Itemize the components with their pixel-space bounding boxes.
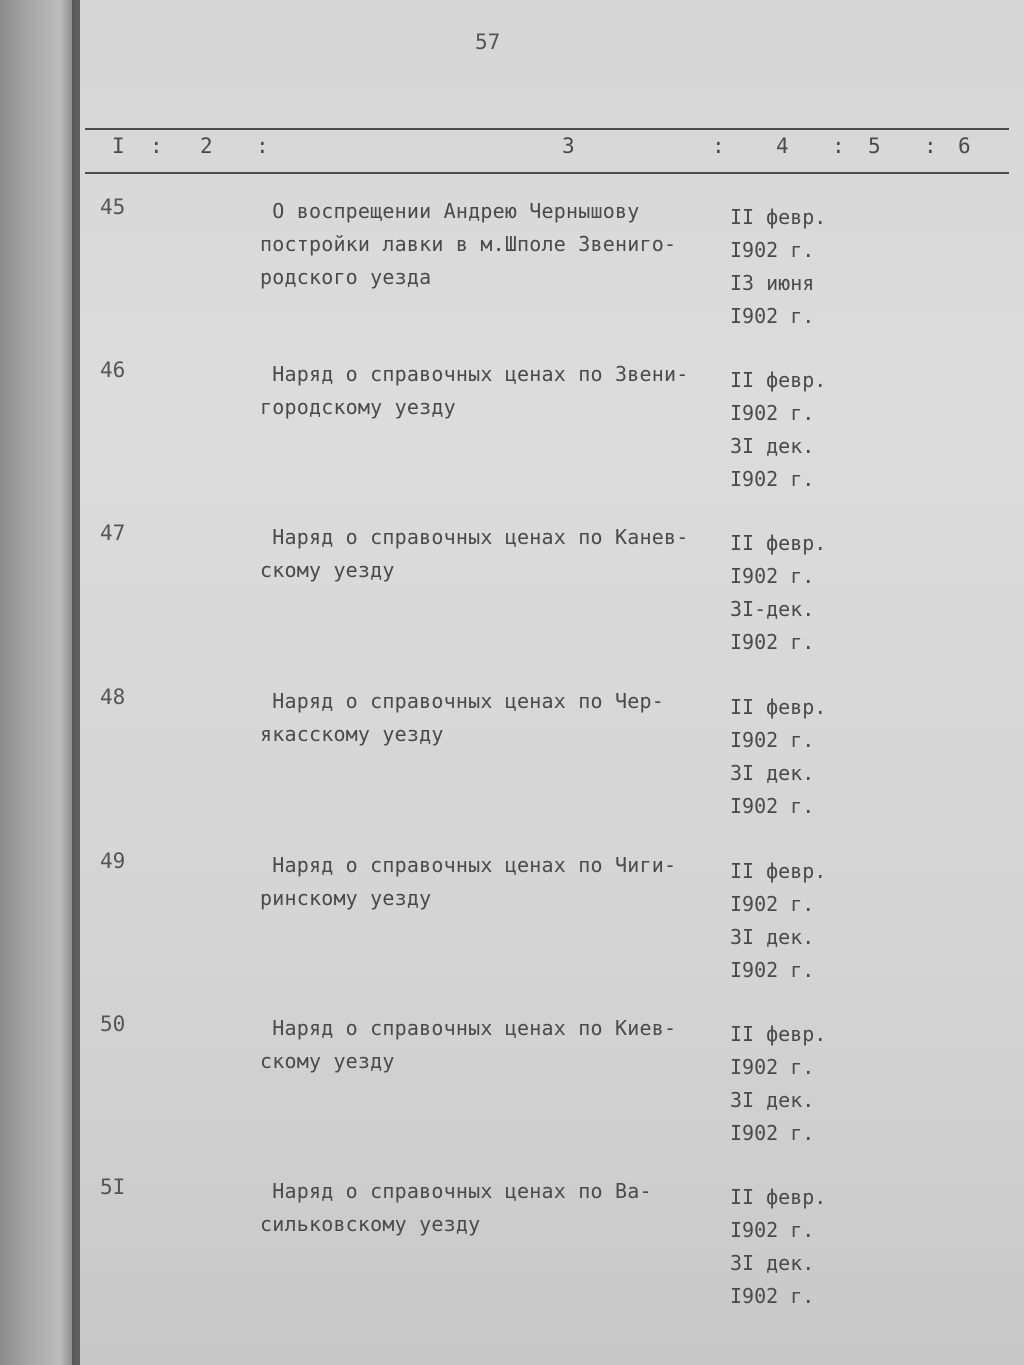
- entry-number: 49: [100, 849, 126, 873]
- entry-title-line: постройки лавки в м.Шполе Звениго-: [260, 232, 677, 256]
- page-number: 57: [475, 30, 501, 54]
- end-date-year: I902 г.: [730, 630, 815, 654]
- start-date-year: I902 г.: [730, 564, 815, 588]
- entry-title: [260, 1175, 730, 1241]
- entry-dates: [730, 855, 826, 987]
- register-entry: [80, 195, 1024, 335]
- entry-number: 48: [100, 685, 126, 709]
- end-date-day: 3I-дек.: [730, 597, 815, 621]
- end-date-day: 3I дек.: [730, 761, 815, 785]
- column-separator: :: [256, 134, 269, 158]
- end-date-year: I902 г.: [730, 304, 815, 328]
- column-header-6: 6: [958, 134, 971, 158]
- start-date-year: I902 г.: [730, 892, 815, 916]
- register-entry: [80, 1012, 1024, 1152]
- register-entry: [80, 358, 1024, 498]
- document-page: [80, 0, 1024, 1365]
- header-rule-bottom: [85, 172, 1009, 174]
- entry-dates: [730, 1181, 826, 1313]
- header-rule-top: [85, 128, 1009, 130]
- end-date-year: I902 г.: [730, 1284, 815, 1308]
- start-date-day: II февр.: [730, 695, 827, 719]
- entry-title-line: ринскому уезду: [260, 886, 432, 910]
- register-entry: [80, 521, 1024, 661]
- entry-title: [260, 849, 730, 915]
- entry-number: 5I: [100, 1175, 126, 1199]
- entry-title-line: Наряд о справочных ценах по Чиги-: [260, 853, 677, 877]
- entry-title-line: якасскому уезду: [260, 722, 444, 746]
- start-date-year: I902 г.: [730, 1218, 815, 1242]
- entry-dates: [730, 691, 826, 823]
- entry-title-line: О воспрещении Андрею Чернышову: [260, 199, 640, 223]
- start-date-year: I902 г.: [730, 238, 815, 262]
- register-entry: [80, 1175, 1024, 1315]
- column-header-2: 2: [200, 134, 213, 158]
- start-date-day: II февр.: [730, 1185, 827, 1209]
- start-date-day: II февр.: [730, 368, 827, 392]
- start-date-year: I902 г.: [730, 1055, 815, 1079]
- entry-number: 45: [100, 195, 126, 219]
- entry-title-line: Наряд о справочных ценах по Звени-: [260, 362, 689, 386]
- end-date-day: 3I дек.: [730, 1088, 815, 1112]
- entry-number: 50: [100, 1012, 126, 1036]
- entry-title-line: Наряд о справочных ценах по Канев-: [260, 525, 689, 549]
- entry-title: [260, 195, 730, 294]
- end-date-day: 3I дек.: [730, 434, 815, 458]
- start-date-year: I902 г.: [730, 728, 815, 752]
- end-date-day: 3I дек.: [730, 925, 815, 949]
- column-header-5: 5: [868, 134, 881, 158]
- column-header-1: I: [112, 134, 125, 158]
- start-date-day: II февр.: [730, 1022, 827, 1046]
- column-header-3: 3: [562, 134, 575, 158]
- start-date-day: II февр.: [730, 205, 827, 229]
- entry-title: [260, 358, 730, 424]
- register-entry: [80, 849, 1024, 989]
- entry-title-line: Наряд о справочных ценах по Киев-: [260, 1016, 677, 1040]
- entry-dates: [730, 201, 826, 333]
- column-header-4: 4: [776, 134, 789, 158]
- entry-number: 47: [100, 521, 126, 545]
- entry-title-line: Наряд о справочных ценах по Ва-: [260, 1179, 652, 1203]
- entry-number: 46: [100, 358, 126, 382]
- column-separator: :: [150, 134, 163, 158]
- entry-dates: [730, 364, 826, 496]
- entry-title: [260, 1012, 730, 1078]
- entry-dates: [730, 1018, 826, 1150]
- entry-title: [260, 521, 730, 587]
- binding-edge: [0, 0, 80, 1365]
- entry-title-line: скому уезду: [260, 558, 395, 582]
- entry-title: [260, 685, 730, 751]
- entry-title-line: родского уезда: [260, 265, 432, 289]
- end-date-year: I902 г.: [730, 958, 815, 982]
- entry-title-line: городскому уезду: [260, 395, 456, 419]
- entry-title-line: Наряд о справочных ценах по Чер-: [260, 689, 664, 713]
- end-date-year: I902 г.: [730, 467, 815, 491]
- end-date-day: 3I дек.: [730, 1251, 815, 1275]
- start-date-day: II февр.: [730, 531, 827, 555]
- column-separator: :: [924, 134, 937, 158]
- start-date-day: II февр.: [730, 859, 827, 883]
- entry-title-line: скому уезду: [260, 1049, 395, 1073]
- end-date-year: I902 г.: [730, 794, 815, 818]
- register-entry: [80, 685, 1024, 825]
- column-separator: :: [712, 134, 725, 158]
- entry-title-line: сильковскому уезду: [260, 1212, 481, 1236]
- entry-dates: [730, 527, 826, 659]
- start-date-year: I902 г.: [730, 401, 815, 425]
- end-date-day: I3 июня: [730, 271, 815, 295]
- column-separator: :: [832, 134, 845, 158]
- end-date-year: I902 г.: [730, 1121, 815, 1145]
